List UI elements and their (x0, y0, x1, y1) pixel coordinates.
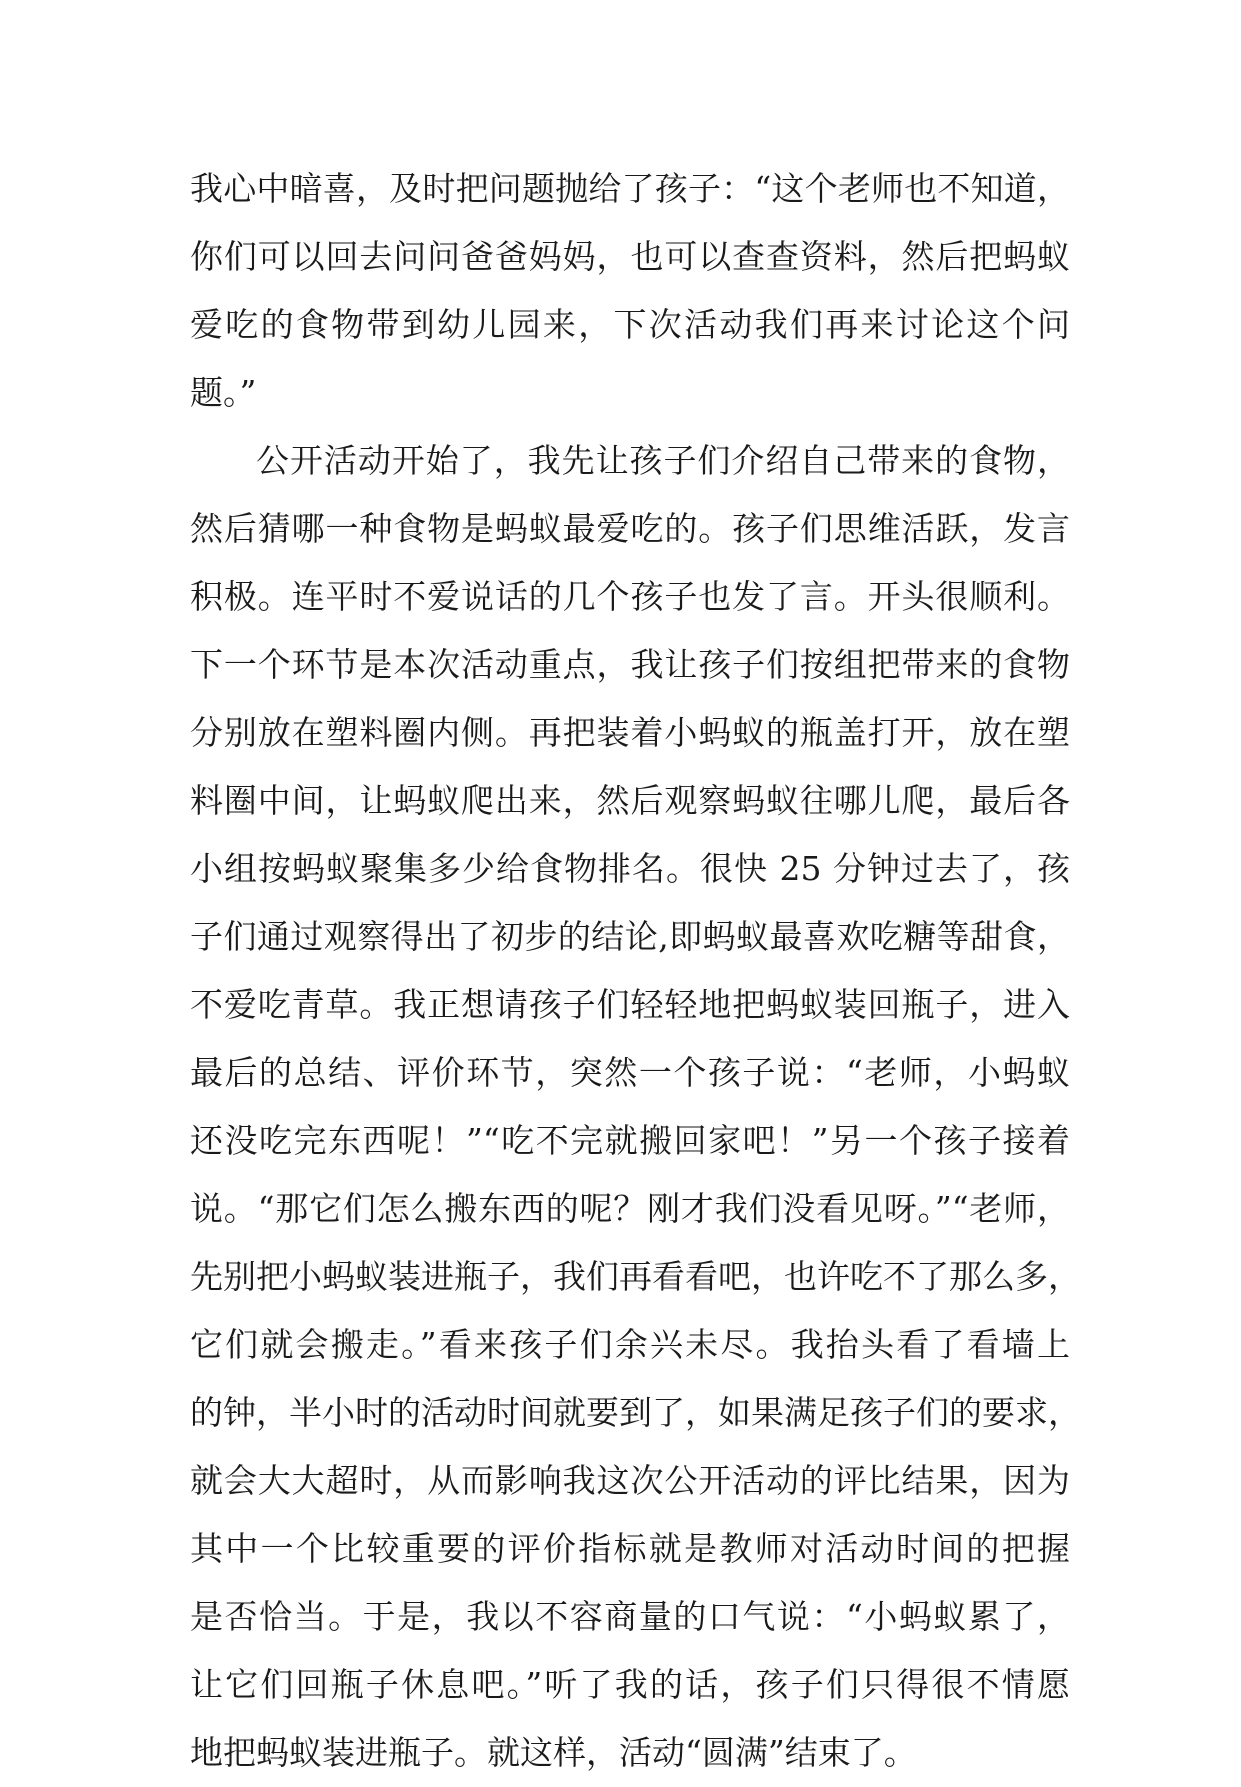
text-line: 说。“那它们怎么搬东西的呢？刚才我们没看见呀。”“老师， (190, 1189, 1070, 1228)
text-line: 下一个环节是本次活动重点，我让孩子们按组把带来的食物 (190, 645, 1070, 684)
text-line: 子们通过观察得出了初步的结论,即蚂蚁最喜欢吃糖等甜食， (190, 917, 1070, 956)
text-line: 小组按蚂蚁聚集多少给食物排名。很快 25 分钟过去了，孩 (190, 849, 1070, 888)
text-line: 其中一个比较重要的评价指标就是教师对活动时间的把握 (190, 1529, 1070, 1568)
text-line: 我心中暗喜，及时把问题抛给了孩子：“这个老师也不知道， (190, 169, 1070, 208)
text-line: 最后的总结、评价环节，突然一个孩子说：“老师，小蚂蚁 (190, 1053, 1070, 1092)
text-line: 让它们回瓶子休息吧。”听了我的话，孩子们只得很不情愿 (190, 1665, 1070, 1704)
text-line: 就会大大超时，从而影响我这次公开活动的评比结果，因为 (190, 1461, 1070, 1500)
text-line: 还没吃完东西呢！”“吃不完就搬回家吧！”另一个孩子接着 (190, 1121, 1070, 1160)
paragraph-1 (190, 155, 1070, 427)
text-line: 地把蚂蚁装进瓶子。就这样，活动“圆满”结束了。 (190, 1733, 917, 1772)
text-line: 题。” (190, 373, 257, 412)
text-line: 积极。连平时不爱说话的几个孩子也发了言。开头很顺利。 (190, 577, 1070, 616)
text-line: 公开活动开始了，我先让孩子们介绍自己带来的食物， (256, 441, 1070, 480)
text-line: 不爱吃青草。我正想请孩子们轻轻地把蚂蚁装回瓶子，进入 (190, 985, 1070, 1024)
paragraph-2 (190, 427, 1081, 1787)
text-line: 的钟，半小时的活动时间就要到了，如果满足孩子们的要求， (190, 1393, 1081, 1432)
text-line: 爱吃的食物带到幼儿园来，下次活动我们再来讨论这个问 (190, 305, 1070, 344)
body-text (190, 155, 1081, 1787)
text-line: 分别放在塑料圈内侧。再把装着小蚂蚁的瓶盖打开，放在塑 (190, 713, 1070, 752)
text-line: 它们就会搬走。”看来孩子们余兴未尽。我抬头看了看墙上 (190, 1325, 1070, 1364)
text-line: 你们可以回去问问爸爸妈妈，也可以查查资料，然后把蚂蚁 (190, 237, 1070, 276)
text-line: 是否恰当。于是，我以不容商量的口气说：“小蚂蚁累了， (190, 1597, 1070, 1636)
text-line: 然后猜哪一种食物是蚂蚁最爱吃的。孩子们思维活跃，发言 (190, 509, 1070, 548)
text-line: 料圈中间，让蚂蚁爬出来，然后观察蚂蚁往哪儿爬，最后各 (190, 781, 1070, 820)
text-line: 先别把小蚂蚁装进瓶子，我们再看看吧，也许吃不了那么多， (190, 1257, 1081, 1296)
